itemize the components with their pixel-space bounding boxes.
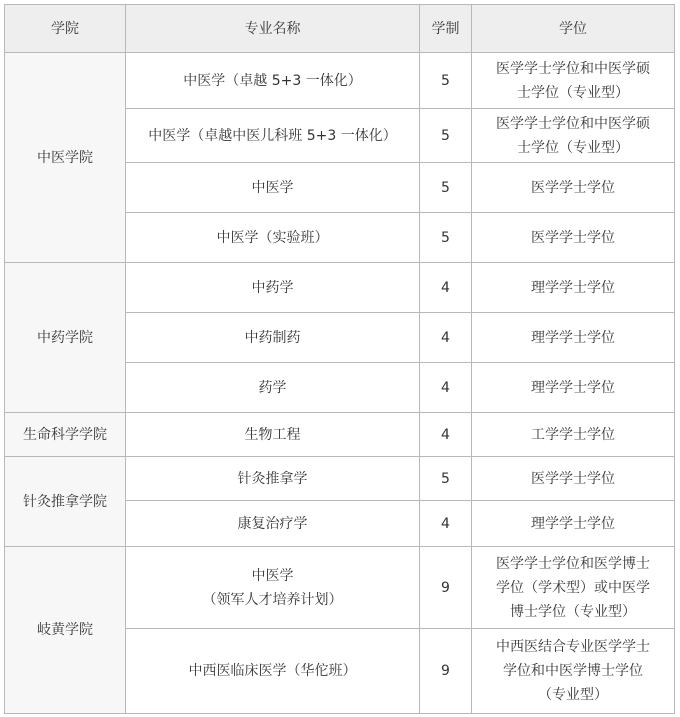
table-row <box>5 457 675 501</box>
degree-text: 学位（学术型）或中医学 <box>496 579 650 596</box>
major-cell <box>126 457 420 501</box>
major-cell <box>126 413 420 457</box>
table-row <box>5 53 675 109</box>
college-cell: 岐黄学院 <box>5 547 126 714</box>
degree-cell <box>472 163 675 213</box>
degree-text: 理学学士学位 <box>531 515 615 532</box>
major-text: 中药制药 <box>244 329 301 346</box>
degree-text: （专业型） <box>538 687 608 703</box>
degree-text: 理学学士学位 <box>531 329 615 346</box>
header-major: 专业名称 <box>126 5 420 53</box>
years-cell: 4 <box>420 313 472 363</box>
table-row <box>5 413 675 457</box>
college-cell: 中药学院 <box>5 263 126 413</box>
degree-cell <box>472 263 675 313</box>
years-cell: 5 <box>420 163 472 213</box>
major-cell <box>126 263 420 313</box>
major-cell <box>126 109 420 163</box>
major-text: 中医学（实验班） <box>216 229 329 246</box>
degree-text: 理学学士学位 <box>531 279 615 296</box>
degree-text: 工学学士学位 <box>531 426 615 443</box>
program-table <box>4 4 675 714</box>
major-text: 生物工程 <box>244 426 301 443</box>
major-cell <box>126 213 420 263</box>
degree-text: 学位和中医学博士学位 <box>503 663 643 679</box>
major-text: 康复治疗学 <box>237 515 308 532</box>
degree-cell <box>472 109 675 163</box>
major-text: 针灸推拿学 <box>237 470 308 487</box>
degree-text: 中西医结合专业医学学士 <box>496 639 650 655</box>
degree-cell <box>472 313 675 363</box>
major-cell <box>126 547 420 629</box>
major-cell <box>126 363 420 413</box>
degree-text: 医学学士学位和中医学硕 <box>496 60 650 77</box>
degree-cell <box>472 413 675 457</box>
major-text: 药学 <box>258 379 287 396</box>
degree-cell <box>472 213 675 263</box>
years-cell: 5 <box>420 213 472 263</box>
degree-text: 医学学士学位 <box>531 470 615 487</box>
table-row <box>5 263 675 313</box>
years-cell: 5 <box>420 457 472 501</box>
table-row <box>5 547 675 629</box>
years-cell: 9 <box>420 629 472 714</box>
degree-text: 士学位（专业型） <box>517 139 629 156</box>
degree-text: 医学学士学位 <box>531 229 615 246</box>
degree-text: 理学学士学位 <box>531 379 615 396</box>
degree-text: 士学位（专业型） <box>517 84 629 101</box>
table-header-row <box>5 5 675 53</box>
major-text: 中医学 <box>251 567 294 584</box>
years-cell: 9 <box>420 547 472 629</box>
years-cell: 4 <box>420 263 472 313</box>
years-cell: 5 <box>420 109 472 163</box>
major-text: 中医学（卓越 5+3 一体化） <box>183 72 362 89</box>
header-years: 学制 <box>420 5 472 53</box>
college-cell: 针灸推拿学院 <box>5 457 126 547</box>
degree-text: 医学学士学位和中医学硕 <box>496 115 650 132</box>
major-text: 中药学 <box>251 279 294 296</box>
major-cell <box>126 629 420 714</box>
major-cell <box>126 53 420 109</box>
degree-cell <box>472 363 675 413</box>
degree-cell <box>472 53 675 109</box>
college-cell: 生命科学学院 <box>5 413 126 457</box>
degree-cell <box>472 457 675 501</box>
major-cell <box>126 163 420 213</box>
header-college: 学院 <box>5 5 126 53</box>
degree-text: 博士学位（专业型） <box>510 603 636 620</box>
table-body <box>5 53 675 714</box>
degree-cell <box>472 547 675 629</box>
degree-cell <box>472 629 675 714</box>
degree-text: 医学学士学位 <box>531 179 615 196</box>
major-text: （领军人才培养计划） <box>202 591 343 608</box>
major-text: 中医学 <box>251 179 294 196</box>
major-text: 中西医临床医学（华佗班） <box>188 663 357 679</box>
college-cell: 中医学院 <box>5 53 126 263</box>
years-cell: 4 <box>420 413 472 457</box>
major-cell <box>126 501 420 547</box>
degree-cell <box>472 501 675 547</box>
years-cell: 4 <box>420 501 472 547</box>
header-degree: 学位 <box>472 5 675 53</box>
years-cell: 5 <box>420 53 472 109</box>
major-text: 中医学（卓越中医儿科班 5+3 一体化） <box>148 127 397 144</box>
major-cell <box>126 313 420 363</box>
degree-text: 医学学士学位和医学博士 <box>496 555 650 572</box>
years-cell: 4 <box>420 363 472 413</box>
